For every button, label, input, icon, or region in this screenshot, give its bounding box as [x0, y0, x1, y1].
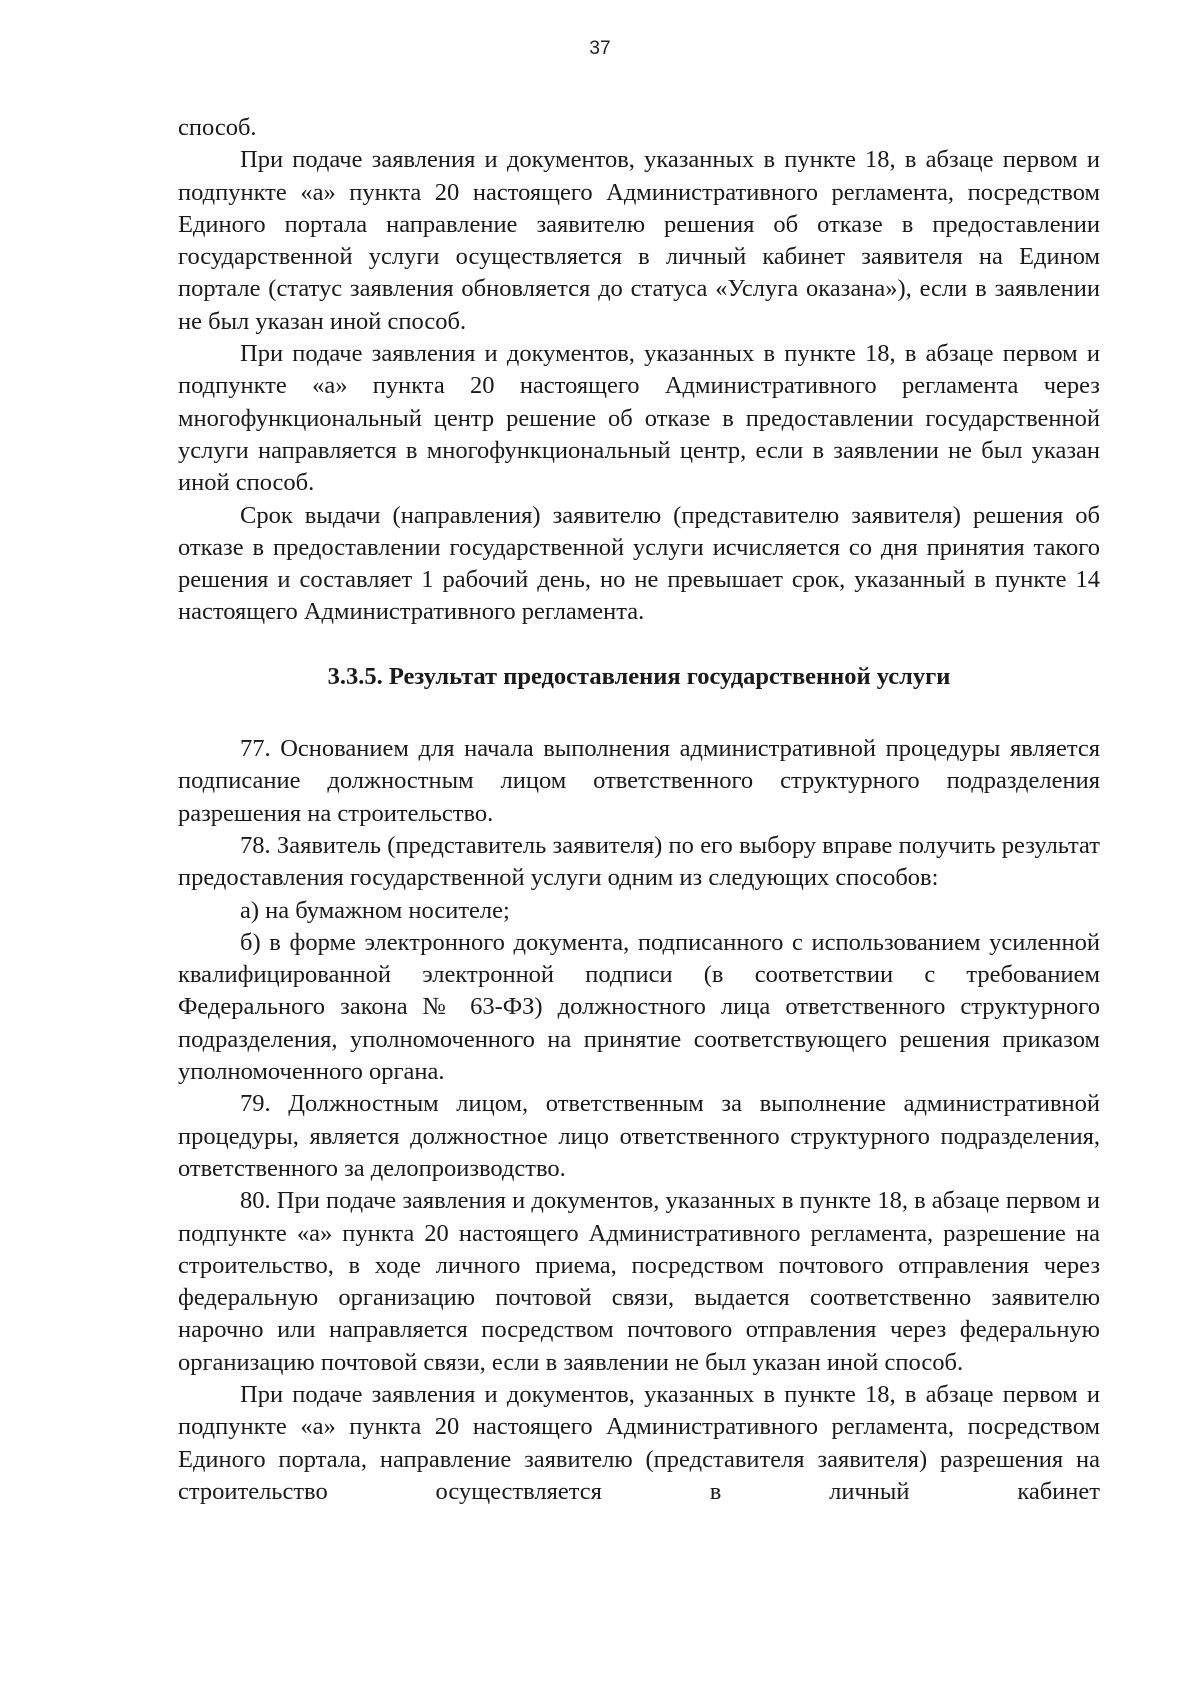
paragraph-portal-refusal: При подаче заявления и документов, указанных в пункте 18, в абзаце первом и подпункте «а» пункта 20 настоящего Административного регламента, посредством Единого портала направление заявителю решения об отказе в предоставлении государственной услуги осуществляется в личный кабинет заявителя на Едином портале (статус заявления обновляется до статуса «Услуга оказана»), если в заявлении не был указан иной способ.	[178, 146, 1100, 335]
paragraph-78: 78. Заявитель (представитель заявителя) по его выбору вправе получить результат предоставления государственной услуги одним из следующих способов:	[178, 831, 1100, 892]
paragraph-81: При подаче заявления и документов, указанных в пункте 18, в абзаце первом и подпункте «а» пункта 20 настоящего Административного регламента, посредством Единого портала, направление заявителю (представителя заявителя) разрешения на строительство осуществляется в личный кабинет	[178, 1380, 1100, 1505]
paragraph-78-b: б) в форме электронного документа, подписанного с использованием усиленной квалифицированной электронной подписи (в соответствии с требованием Федерального закона № 63-ФЗ) должностного лица ответственного структурного подразделения, уполномоченного на принятие соответствующего решения приказом уполномоченного органа.	[178, 928, 1100, 1086]
paragraph-80: 80. При подаче заявления и документов, указанных в пункте 18, в абзаце первом и подпункте «а» пункта 20 настоящего Административного регламента, разрешение на строительство, в ходе личного приема, посредством почтового отправления через федеральную организацию почтовой связи, выдается соответственно заявителю нарочно или направляется посредством почтового отправления через федеральную организацию почтовой связи, если в заявлении не был указан иной способ.	[178, 1187, 1100, 1376]
section-heading: 3.3.5. Результат предоставления государственной услуги	[327, 662, 951, 690]
paragraph-continuation: способ.	[178, 114, 257, 141]
document-body	[178, 112, 1100, 1508]
paragraph-79: 79. Должностным лицом, ответственным за выполнение административной процедуры, является должностное лицо ответственного структурного подразделения, ответственного за делопроизводство.	[178, 1090, 1100, 1182]
paragraph-77: 77. Основанием для начала выполнения административной процедуры является подписание должностным лицом ответственного структурного подразделения разрешения на строительство.	[178, 735, 1100, 827]
paragraph-mfc-refusal: При подаче заявления и документов, указанных в пункте 18, в абзаце первом и подпункте «а» пункта 20 настоящего Административного регламента через многофункциональный центр решение об отказе в предоставлении государственной услуги направляется в многофункциональный центр, если в заявлении не был указан иной способ.	[178, 340, 1100, 497]
paragraph-refusal-deadline: Срок выдачи (направления) заявителю (представителю заявителя) решения об отказе в предоставлении государственной услуги исчисляется со дня принятия такого решения и составляет 1 рабочий день, но не превышает срок, указанный в пункте 14 настоящего Административного регламента.	[178, 501, 1100, 626]
paragraph-78-a: а) на бумажном носителе;	[240, 896, 510, 924]
page-number: 37	[589, 38, 611, 59]
